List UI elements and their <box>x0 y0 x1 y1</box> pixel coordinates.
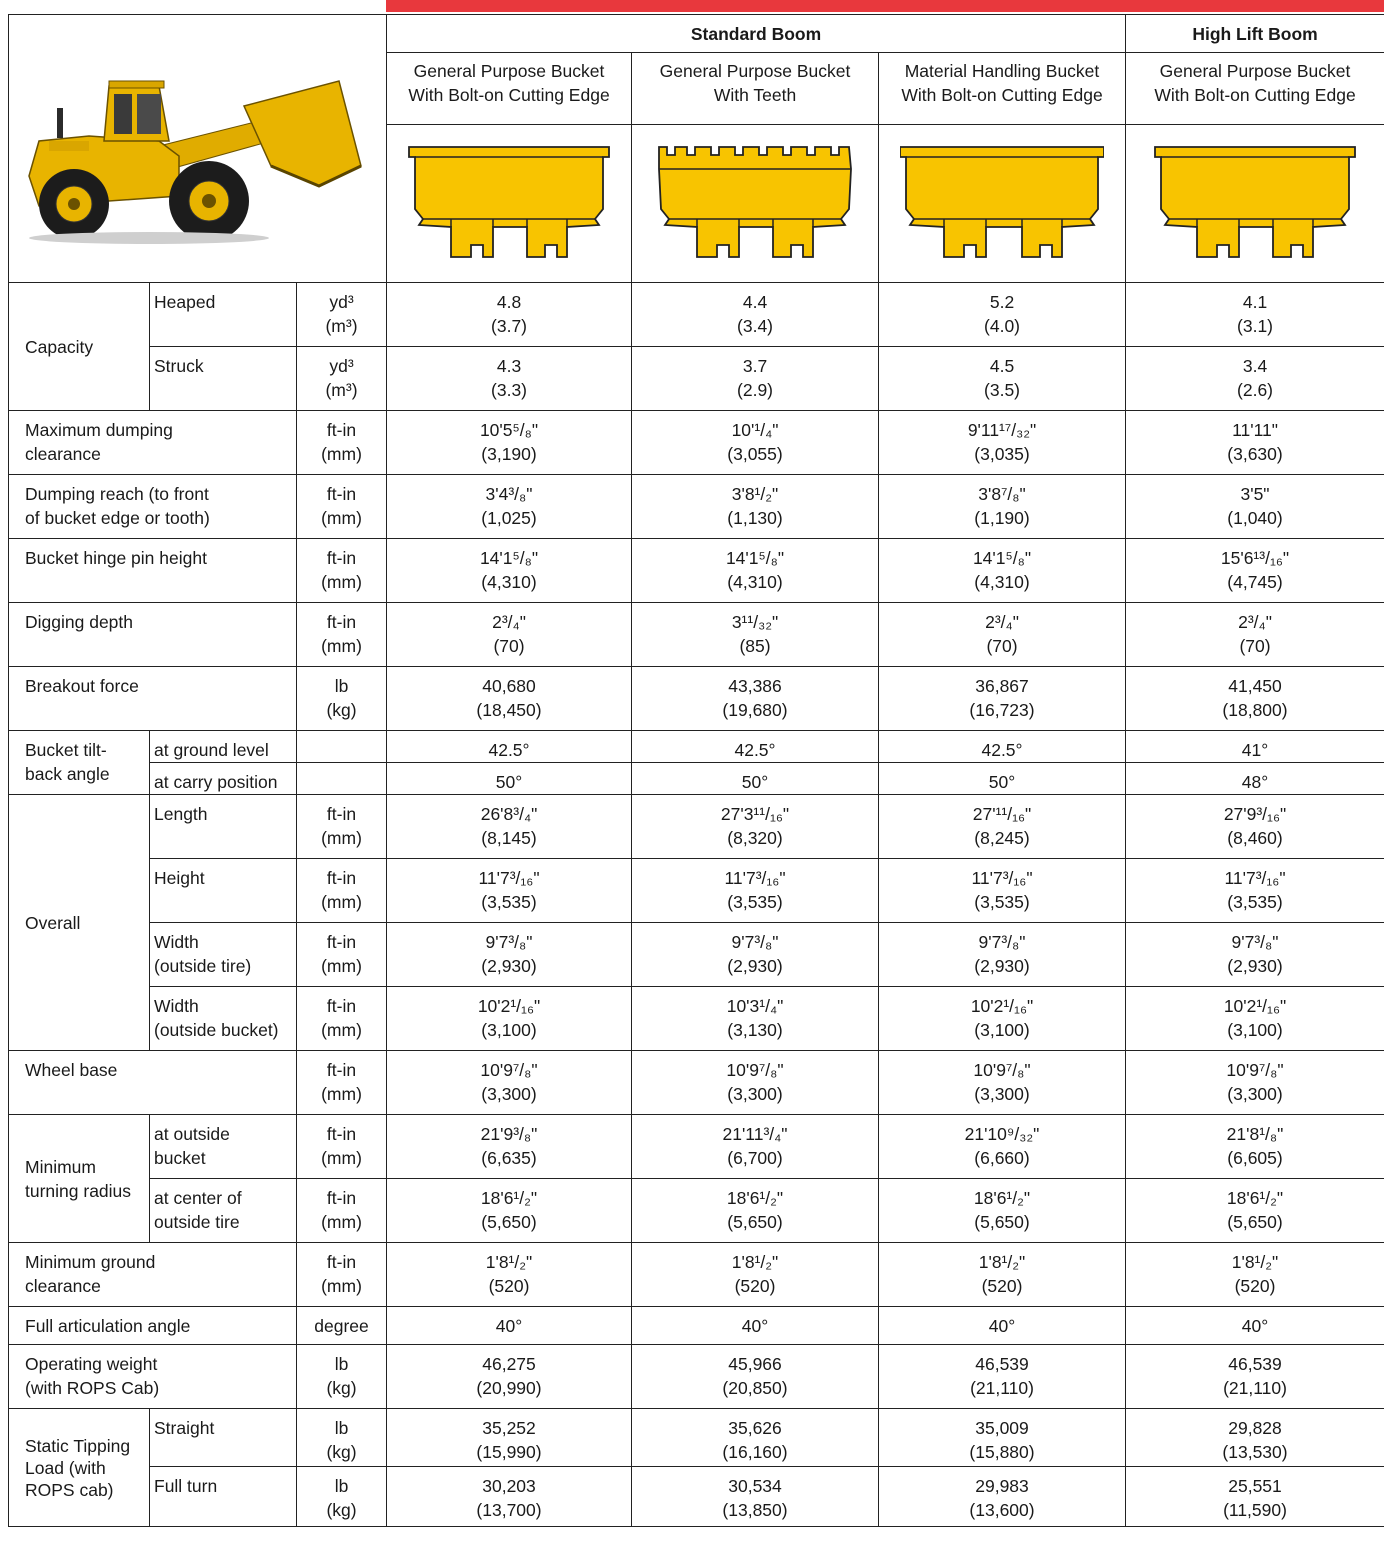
value-cell: 3'4³/₈" (1,025) <box>387 475 632 539</box>
value-cell: 3.7 (2.9) <box>632 347 879 411</box>
value-cell: 27'9³/₁₆" (8,460) <box>1126 795 1384 859</box>
unit-cell: yd³ (m³) <box>297 283 387 347</box>
value-cell: 11'7³/₁₆" (3,535) <box>879 859 1126 923</box>
value-cell: 10'9⁷/₈" (3,300) <box>879 1051 1126 1115</box>
value-cell: 21'8¹/₈" (6,605) <box>1126 1115 1384 1179</box>
row-label: Maximum dumping clearance <box>9 411 297 475</box>
table-row <box>9 411 1384 475</box>
value-cell: 50° <box>632 763 879 795</box>
row-label: Full articulation angle <box>9 1307 297 1345</box>
row-label: Bucket tilt- back angle <box>9 731 150 795</box>
value-cell: 2³/₄" (70) <box>1126 603 1384 667</box>
value-cell: 26'8³/₄" (8,145) <box>387 795 632 859</box>
sub-label: Straight <box>150 1409 297 1467</box>
value-cell: 21'11³/₄" (6,700) <box>632 1115 879 1179</box>
loader-image-cell <box>9 15 387 283</box>
value-cell: 4.4 (3.4) <box>632 283 879 347</box>
row-label: Dumping reach (to front of bucket edge or tooth) <box>9 475 297 539</box>
value-cell: 10'¹/₄" (3,055) <box>632 411 879 475</box>
value-cell: 40,680 (18,450) <box>387 667 632 731</box>
value-cell: 10'9⁷/₈" (3,300) <box>1126 1051 1384 1115</box>
value-cell: 10'2¹/₁₆" (3,100) <box>1126 987 1384 1051</box>
value-cell: 1'8¹/₂" (520) <box>879 1243 1126 1307</box>
toothed-bucket-icon <box>653 139 857 259</box>
value-cell: 11'7³/₁₆" (3,535) <box>1126 859 1384 923</box>
unit-cell: lb (kg) <box>297 1409 387 1467</box>
unit-cell: ft-in (mm) <box>297 603 387 667</box>
value-cell: 30,534 (13,850) <box>632 1467 879 1527</box>
unit-cell: ft-in (mm) <box>297 411 387 475</box>
bucket-type-header: General Purpose Bucket With Bolt-on Cutting Edge <box>387 53 632 125</box>
value-cell: 40° <box>632 1307 879 1345</box>
unit-cell <box>297 763 387 795</box>
sub-label: at outside bucket <box>150 1115 297 1179</box>
table-row <box>9 1115 1384 1179</box>
row-label: Capacity <box>9 283 150 411</box>
unit-cell: ft-in (mm) <box>297 923 387 987</box>
unit-cell: yd³ (m³) <box>297 347 387 411</box>
value-cell: 11'7³/₁₆" (3,535) <box>632 859 879 923</box>
table-row <box>9 795 1384 859</box>
table-row <box>9 763 1384 795</box>
value-cell: 15'6¹³/₁₆" (4,745) <box>1126 539 1384 603</box>
value-cell: 11'11" (3,630) <box>1126 411 1384 475</box>
table-row <box>9 347 1384 411</box>
unit-cell: ft-in (mm) <box>297 539 387 603</box>
value-cell: 3'5" (1,040) <box>1126 475 1384 539</box>
table-row <box>9 987 1384 1051</box>
sub-label: Struck <box>150 347 297 411</box>
value-cell: 4.8 (3.7) <box>387 283 632 347</box>
row-label: Minimum ground clearance <box>9 1243 297 1307</box>
value-cell: 9'7³/₈" (2,930) <box>879 923 1126 987</box>
value-cell: 45,966 (20,850) <box>632 1345 879 1409</box>
bucket-diagram-cell <box>387 125 632 283</box>
value-cell: 3.4 (2.6) <box>1126 347 1384 411</box>
value-cell: 41,450 (18,800) <box>1126 667 1384 731</box>
table-row <box>9 603 1384 667</box>
value-cell: 2³/₄" (70) <box>387 603 632 667</box>
sub-label: Length <box>150 795 297 859</box>
unit-cell: lb (kg) <box>297 1467 387 1527</box>
value-cell: 21'9³/₈" (6,635) <box>387 1115 632 1179</box>
value-cell: 10'3¹/₄" (3,130) <box>632 987 879 1051</box>
bucket-type-header: Material Handling Bucket With Bolt-on Cutting Edge <box>879 53 1126 125</box>
sub-label: Width (outside bucket) <box>150 987 297 1051</box>
value-cell: 40° <box>879 1307 1126 1345</box>
sub-label: at center of outside tire <box>150 1179 297 1243</box>
value-cell: 14'1⁵/₈" (4,310) <box>879 539 1126 603</box>
table-row <box>9 923 1384 987</box>
table-row <box>9 1345 1384 1409</box>
unit-cell: ft-in (mm) <box>297 475 387 539</box>
value-cell: 4.1 (3.1) <box>1126 283 1384 347</box>
standard-boom-header: Standard Boom <box>387 15 1126 53</box>
value-cell: 29,828 (13,530) <box>1126 1409 1384 1467</box>
row-label: Static Tipping Load (with ROPS cab) <box>9 1409 150 1527</box>
value-cell: 21'10⁹/₃₂" (6,660) <box>879 1115 1126 1179</box>
value-cell: 42.5° <box>632 731 879 763</box>
value-cell: 2³/₄" (70) <box>879 603 1126 667</box>
value-cell: 14'1⁵/₈" (4,310) <box>387 539 632 603</box>
value-cell: 18'6¹/₂" (5,650) <box>1126 1179 1384 1243</box>
value-cell: 10'2¹/₁₆" (3,100) <box>387 987 632 1051</box>
value-cell: 10'2¹/₁₆" (3,100) <box>879 987 1126 1051</box>
table-row <box>9 283 1384 347</box>
sub-label: Heaped <box>150 283 297 347</box>
table-row <box>9 1179 1384 1243</box>
sub-label: at carry position <box>150 763 297 795</box>
value-cell: 9'7³/₈" (2,930) <box>387 923 632 987</box>
value-cell: 3¹¹/₃₂" (85) <box>632 603 879 667</box>
value-cell: 18'6¹/₂" (5,650) <box>632 1179 879 1243</box>
value-cell: 35,252 (15,990) <box>387 1409 632 1467</box>
value-cell: 1'8¹/₂" (520) <box>387 1243 632 1307</box>
unit-cell: degree <box>297 1307 387 1345</box>
value-cell: 46,539 (21,110) <box>879 1345 1126 1409</box>
table-row <box>9 1051 1384 1115</box>
value-cell: 40° <box>387 1307 632 1345</box>
value-cell: 35,626 (16,160) <box>632 1409 879 1467</box>
sub-label: at ground level <box>150 731 297 763</box>
unit-cell: ft-in (mm) <box>297 795 387 859</box>
table-row <box>9 1409 1384 1467</box>
value-cell: 48° <box>1126 763 1384 795</box>
value-cell: 9'11¹⁷/₃₂" (3,035) <box>879 411 1126 475</box>
value-cell: 3'8¹/₂" (1,130) <box>632 475 879 539</box>
row-label: Operating weight (with ROPS Cab) <box>9 1345 297 1409</box>
value-cell: 14'1⁵/₈" (4,310) <box>632 539 879 603</box>
value-cell: 25,551 (11,590) <box>1126 1467 1384 1527</box>
bucket-diagram-cell <box>632 125 879 283</box>
table-row <box>9 667 1384 731</box>
value-cell: 10'9⁷/₈" (3,300) <box>632 1051 879 1115</box>
value-cell: 29,983 (13,600) <box>879 1467 1126 1527</box>
value-cell: 42.5° <box>879 731 1126 763</box>
table-row <box>9 1307 1384 1345</box>
bucket-type-header: General Purpose Bucket With Teeth <box>632 53 879 125</box>
row-label: Breakout force <box>9 667 297 731</box>
value-cell: 18'6¹/₂" (5,650) <box>879 1179 1126 1243</box>
value-cell: 4.5 (3.5) <box>879 347 1126 411</box>
unit-cell: ft-in (mm) <box>297 1179 387 1243</box>
value-cell: 5.2 (4.0) <box>879 283 1126 347</box>
row-label: Wheel base <box>9 1051 297 1115</box>
unit-cell: ft-in (mm) <box>297 1051 387 1115</box>
unit-cell: ft-in (mm) <box>297 1243 387 1307</box>
value-cell: 46,275 (20,990) <box>387 1345 632 1409</box>
value-cell: 30,203 (13,700) <box>387 1467 632 1527</box>
table-row <box>9 539 1384 603</box>
material-handling-bucket-icon <box>900 139 1104 259</box>
value-cell: 27'3¹¹/₁₆" (8,320) <box>632 795 879 859</box>
table-row <box>9 1467 1384 1527</box>
sub-label: Width (outside tire) <box>150 923 297 987</box>
bucket-diagram-cell <box>879 125 1126 283</box>
high-lift-boom-header: High Lift Boom <box>1126 15 1384 53</box>
unit-cell: lb (kg) <box>297 1345 387 1409</box>
table-row <box>9 859 1384 923</box>
unit-cell: lb (kg) <box>297 667 387 731</box>
bolt-on-bucket-icon <box>407 139 611 259</box>
high-lift-bucket-icon <box>1153 139 1357 259</box>
value-cell: 9'7³/₈" (2,930) <box>1126 923 1384 987</box>
value-cell: 36,867 (16,723) <box>879 667 1126 731</box>
unit-cell <box>297 731 387 763</box>
spec-table <box>8 14 1384 1527</box>
row-label: Minimum turning radius <box>9 1115 150 1243</box>
row-label: Digging depth <box>9 603 297 667</box>
bucket-diagram-cell <box>1126 125 1384 283</box>
value-cell: 27'¹¹/₁₆" (8,245) <box>879 795 1126 859</box>
table-row <box>9 1243 1384 1307</box>
value-cell: 43,386 (19,680) <box>632 667 879 731</box>
value-cell: 10'5⁵/₈" (3,190) <box>387 411 632 475</box>
value-cell: 35,009 (15,880) <box>879 1409 1126 1467</box>
sub-label: Full turn <box>150 1467 297 1527</box>
value-cell: 50° <box>879 763 1126 795</box>
row-label: Overall <box>9 795 150 1051</box>
row-label: Bucket hinge pin height <box>9 539 297 603</box>
bucket-type-header: General Purpose Bucket With Bolt-on Cutting Edge <box>1126 53 1384 125</box>
value-cell: 4.3 (3.3) <box>387 347 632 411</box>
value-cell: 18'6¹/₂" (5,650) <box>387 1179 632 1243</box>
value-cell: 11'7³/₁₆" (3,535) <box>387 859 632 923</box>
value-cell: 46,539 (21,110) <box>1126 1345 1384 1409</box>
value-cell: 1'8¹/₂" (520) <box>1126 1243 1384 1307</box>
value-cell: 1'8¹/₂" (520) <box>632 1243 879 1307</box>
value-cell: 42.5° <box>387 731 632 763</box>
accent-red-bar <box>386 0 1384 12</box>
value-cell: 50° <box>387 763 632 795</box>
value-cell: 9'7³/₈" (2,930) <box>632 923 879 987</box>
value-cell: 10'9⁷/₈" (3,300) <box>387 1051 632 1115</box>
unit-cell: ft-in (mm) <box>297 859 387 923</box>
table-row <box>9 475 1384 539</box>
wheel-loader-image <box>9 46 387 246</box>
value-cell: 41° <box>1126 731 1384 763</box>
value-cell: 3'8⁷/₈" (1,190) <box>879 475 1126 539</box>
unit-cell: ft-in (mm) <box>297 1115 387 1179</box>
table-row <box>9 731 1384 763</box>
unit-cell: ft-in (mm) <box>297 987 387 1051</box>
sub-label: Height <box>150 859 297 923</box>
value-cell: 40° <box>1126 1307 1384 1345</box>
